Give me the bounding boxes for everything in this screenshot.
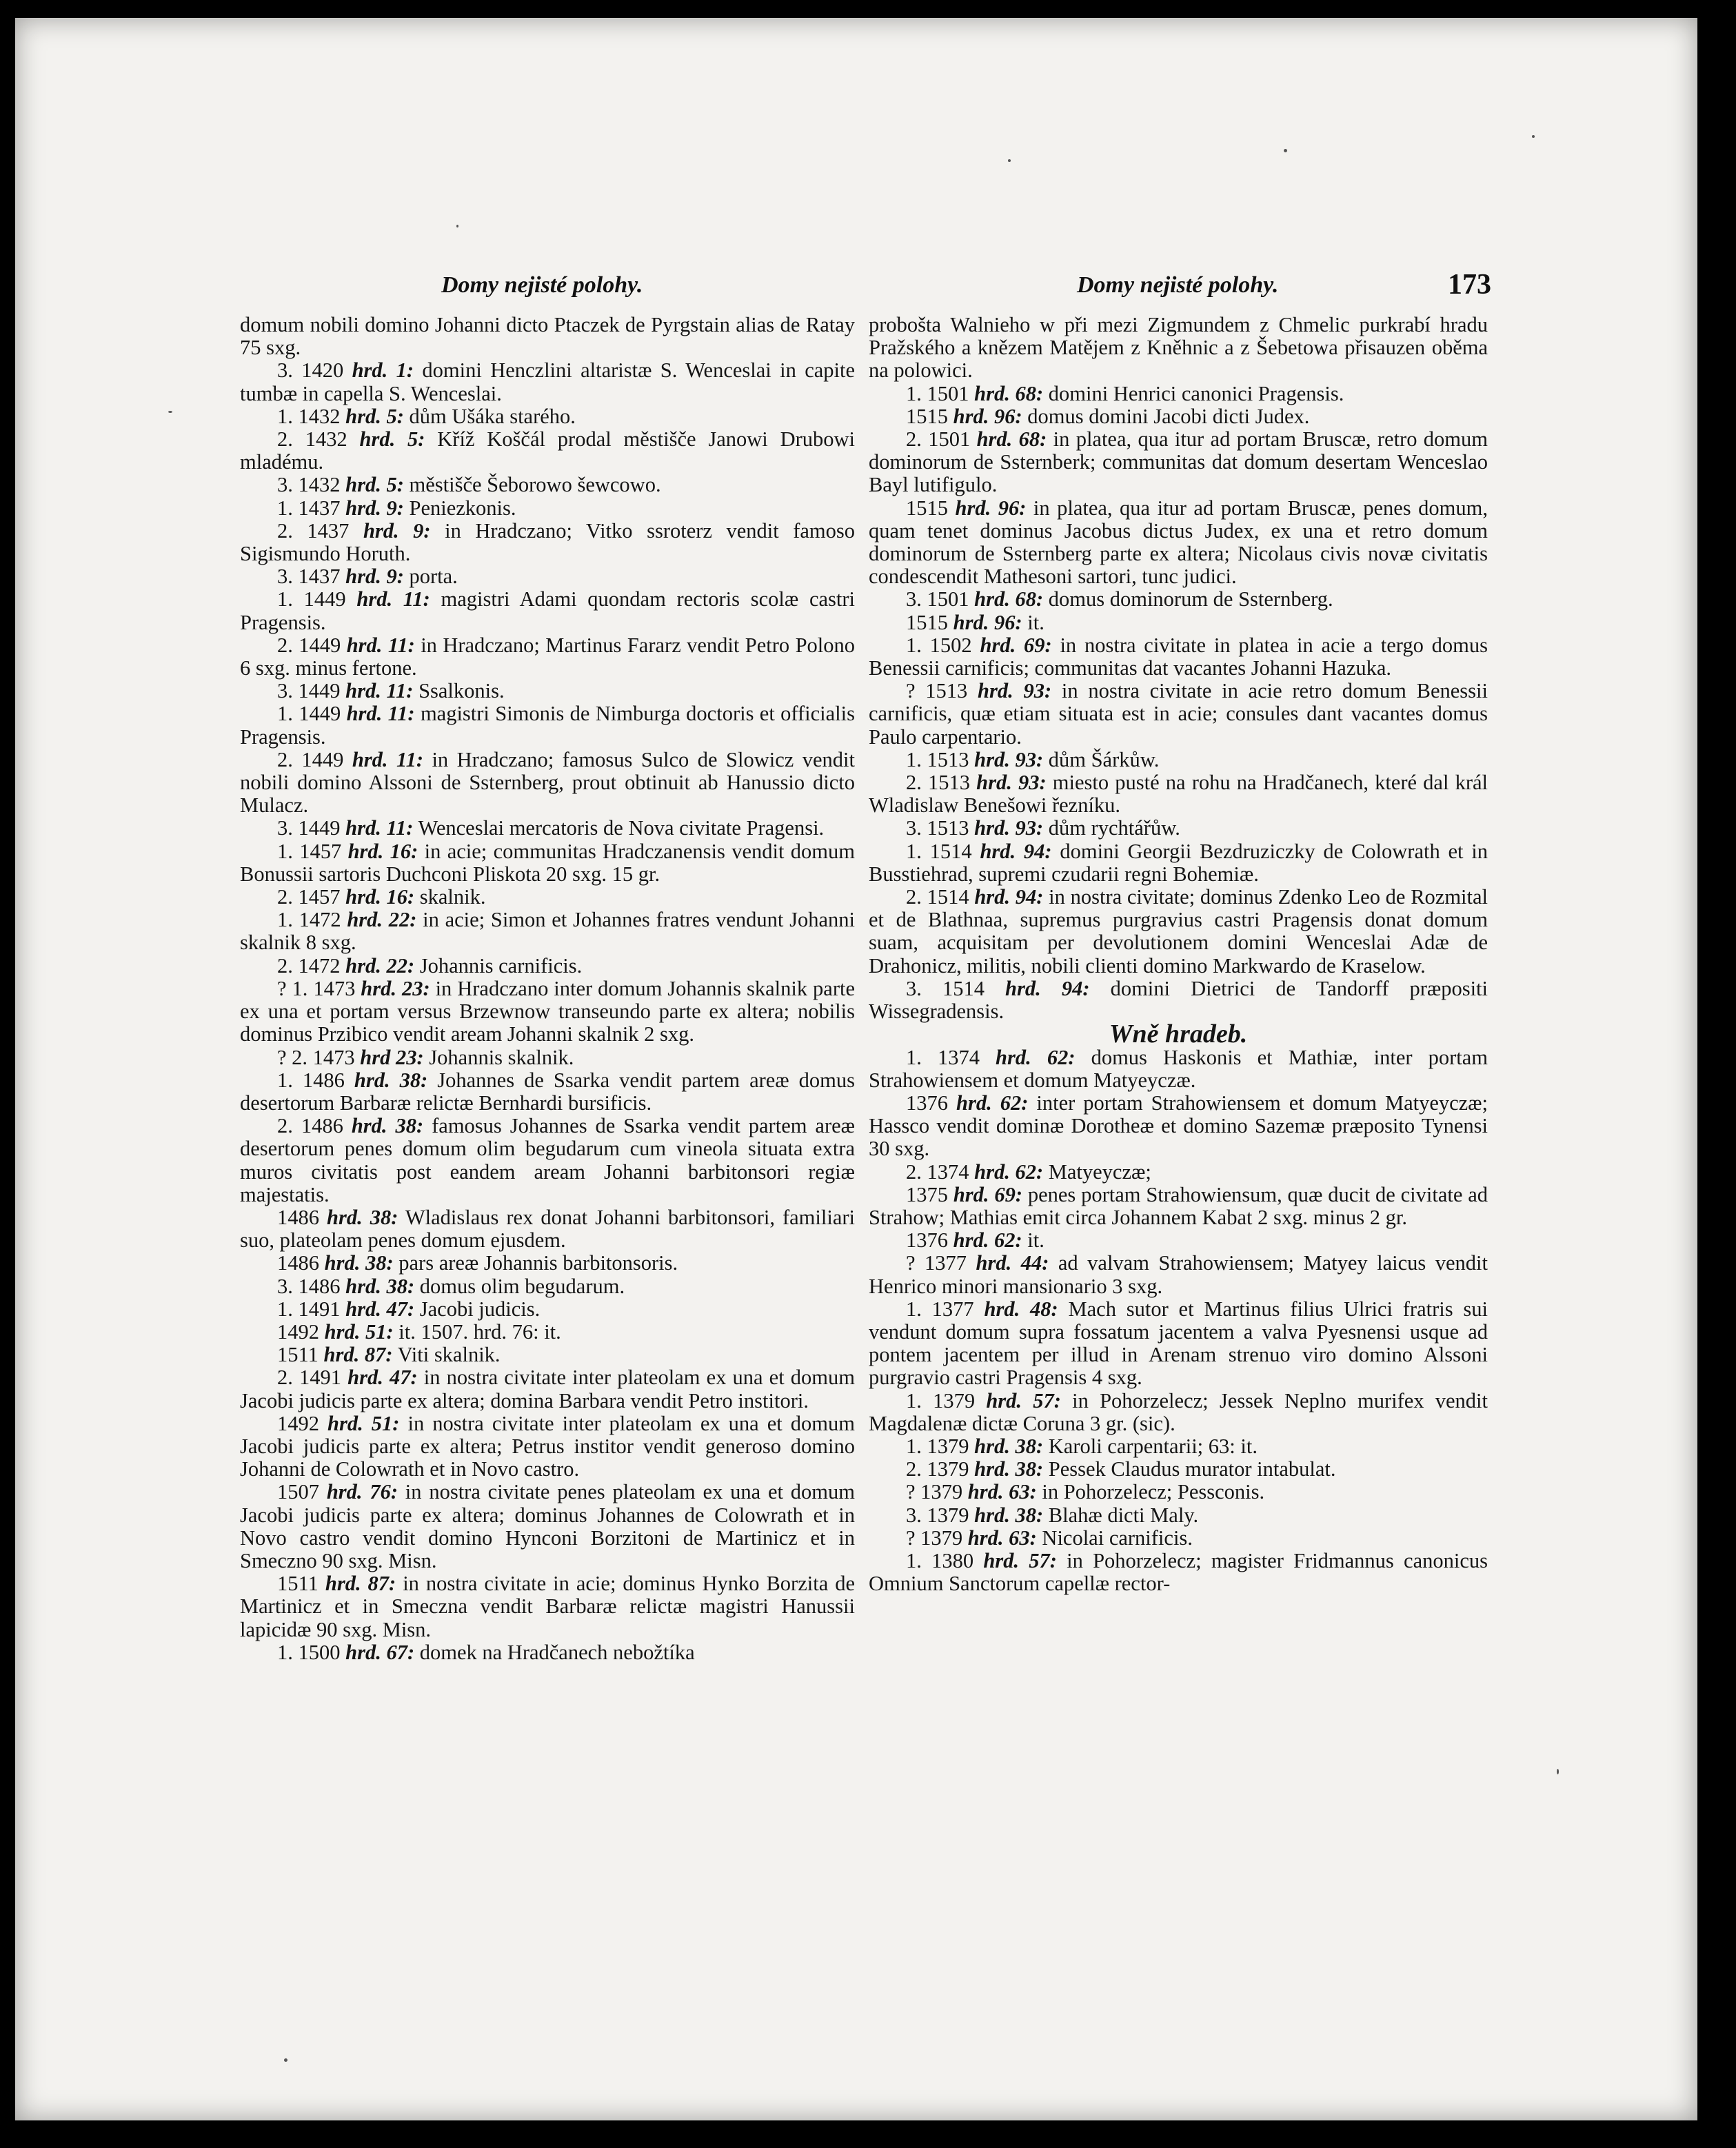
entry-paragraph	[869, 771, 1488, 817]
entry-number: 3. 1379	[906, 1503, 975, 1527]
entry-reference: hrd. 51:	[324, 1319, 394, 1344]
entry-reference: hrd. 5:	[345, 404, 404, 428]
entry-number: ? 1379	[906, 1526, 968, 1550]
entry-paragraph	[240, 749, 855, 818]
entry-paragraph	[240, 1252, 855, 1275]
entry-number: 1. 1513	[906, 747, 975, 771]
entry-paragraph	[869, 1046, 1488, 1092]
entry-reference: hrd. 87:	[323, 1343, 393, 1367]
entry-paragraph	[869, 1550, 1488, 1595]
entry-reference: hrd. 38:	[345, 1274, 415, 1298]
entry-text: magistri Simonis de Nimburga doctoris et officialis Pragensis.	[240, 702, 855, 749]
entry-text: Viti skalnik.	[392, 1343, 501, 1367]
entry-text: miesto pusté na rohu na Hradčanech, které dal král Wladislaw Benešowi řezníku.	[869, 771, 1488, 818]
entry-number: 2. 1491	[277, 1366, 348, 1390]
entry-number: 1. 1500	[277, 1640, 346, 1664]
entry-paragraph	[240, 588, 855, 634]
entry-reference: hrd. 62:	[953, 1228, 1022, 1253]
entry-number: 1. 1502	[906, 633, 980, 657]
entry-text: dům Šárkůw.	[1043, 747, 1160, 771]
entry-reference: hrd. 63:	[967, 1480, 1037, 1504]
scan-speck	[284, 2058, 287, 2062]
entry-number: 1. 1457	[277, 839, 348, 863]
entry-number: 2. 1432	[277, 427, 360, 452]
entry-number: 2. 1379	[906, 1457, 975, 1481]
entry-paragraph	[869, 1504, 1488, 1527]
entry-reference: hrd. 9:	[345, 496, 404, 520]
entry-number: 1. 1380	[906, 1548, 984, 1572]
scan-speck	[168, 411, 172, 413]
entry-reference: hrd. 51:	[327, 1411, 400, 1435]
scan-speck	[1008, 159, 1011, 162]
entry-number: 2. 1486	[277, 1114, 352, 1138]
entry-number: 3. 1513	[906, 816, 975, 840]
entry-reference: hrd. 38:	[974, 1434, 1044, 1458]
entry-text: in nostra civitate in acie; dominus Hynko Borzita de Martinicz et in Smeczna vendit Barbaræ relictæ magistri Hanussii lapicidæ 90 sxg. Misn.	[240, 1572, 855, 1641]
entry-paragraph	[869, 1252, 1488, 1297]
entry-paragraph	[869, 1298, 1488, 1390]
entry-reference: hrd. 57:	[983, 1548, 1057, 1572]
scan-speck	[1557, 1769, 1559, 1774]
entry-number: 1. 1379	[906, 1388, 987, 1412]
entry-paragraph	[869, 1161, 1488, 1184]
entry-reference: hrd. 1:	[352, 358, 414, 383]
entry-reference: hrd. 62:	[956, 1091, 1029, 1115]
entry-number: 2. 1514	[906, 885, 975, 909]
entry-reference: hrd. 47:	[347, 1366, 418, 1390]
entry-number: 3. 1486	[277, 1274, 346, 1298]
entry-number: 2. 1437	[277, 518, 363, 543]
entry-reference: hrd. 87:	[325, 1572, 396, 1596]
entry-number: 3. 1514	[906, 976, 1006, 1000]
entry-text: it.	[1022, 1228, 1044, 1253]
entry-paragraph	[240, 1298, 855, 1321]
entry-number: 1486	[277, 1205, 327, 1229]
entry-paragraph	[869, 817, 1488, 840]
entry-reference: hrd. 69:	[953, 1182, 1023, 1206]
entry-text: domus dominorum de Ssternberg.	[1043, 587, 1333, 611]
entry-text: in platea, qua itur ad portam Bruscæ, penes domum, quam tenet dominus Jacobus dictus Judex, ex una et retro domum dominorum de Ssternberg parte ex altera; Nicolaus civis novæ civitatis condescendit Mathesoni sartori, tunc judici.	[869, 496, 1488, 589]
entry-reference: hrd. 94:	[980, 839, 1052, 863]
entry-number: 1492	[277, 1411, 328, 1435]
entry-reference: hrd. 5:	[359, 427, 425, 452]
entry-paragraph	[240, 1366, 855, 1412]
entry-number: ? 1513	[906, 679, 978, 703]
entry-text: in Pohorzelecz; magister Fridmannus canonicus Omnium Sanctorum capellæ rector-	[869, 1548, 1488, 1596]
entry-reference: hrd. 68:	[974, 381, 1044, 405]
entry-reference: hrd. 5:	[345, 473, 404, 497]
entry-number: ? 1379	[906, 1480, 968, 1504]
entry-paragraph	[869, 840, 1488, 886]
entry-reference: hrd. 94:	[974, 885, 1044, 909]
entry-reference: hrd. 9:	[363, 518, 431, 543]
entry-paragraph	[240, 405, 855, 428]
entry-reference: hrd. 57:	[986, 1388, 1061, 1412]
entry-number: 3. 1420	[277, 358, 352, 383]
entry-number: 2. 1457	[277, 885, 346, 909]
entry-reference: hrd. 11:	[356, 587, 430, 611]
entry-paragraph	[240, 1481, 855, 1572]
entry-text: in acie; communitas Hradczanensis vendit domum Bonussii sartoris Duchconi Pliskota 20 sxg. 15 gr.	[240, 839, 856, 886]
entry-reference: hrd. 9:	[345, 565, 404, 589]
entry-text: pars areæ Johannis barbitonsoris.	[393, 1251, 678, 1275]
entry-text: Wladislaus rex donat Johanni barbitonsori, familiari suo, plateolam penes domum ejusdem.	[240, 1205, 855, 1253]
entry-paragraph	[869, 1092, 1488, 1161]
entry-number: ? 1. 1473	[277, 976, 361, 1000]
entry-paragraph	[869, 977, 1488, 1023]
entry-paragraph	[240, 680, 855, 702]
entry-paragraph	[240, 1275, 855, 1298]
entry-number: 1. 1501	[906, 381, 975, 405]
entry-reference: hrd. 38:	[351, 1114, 424, 1138]
entry-reference: hrd. 16:	[347, 839, 418, 863]
entry-text: magistri Adami quondam rectoris scolæ castri Pragensis.	[240, 587, 855, 634]
entry-number: 1515	[906, 496, 956, 520]
entry-number: 1376	[906, 1228, 953, 1253]
entry-paragraph	[869, 1184, 1488, 1229]
entry-reference: hrd. 11:	[352, 747, 423, 771]
entry-text: in Hradczano; Martinus Fararz vendit Petro Polono 6 sxg. minus fertone.	[240, 633, 856, 680]
entry-text: dům rychtářůw.	[1043, 816, 1180, 840]
entry-paragraph	[240, 909, 855, 954]
entry-number: 2. 1513	[906, 771, 977, 795]
entry-number: 1. 1374	[906, 1045, 996, 1069]
entry-reference: hrd. 38:	[974, 1457, 1044, 1481]
entry-text: Ssalkonis.	[413, 679, 505, 703]
entry-reference: hrd. 22:	[347, 908, 417, 932]
entry-number: 1. 1379	[906, 1434, 975, 1458]
entry-paragraph	[240, 955, 855, 977]
entry-number: 3. 1449	[277, 679, 346, 703]
entry-number: 3. 1501	[906, 587, 975, 611]
entry-reference: hrd. 68:	[976, 427, 1047, 452]
entry-paragraph	[240, 428, 855, 474]
entry-paragraph	[869, 1458, 1488, 1481]
entry-paragraph	[240, 1572, 855, 1641]
entry-reference: hrd. 96:	[953, 404, 1022, 428]
entry-text: Kříž Koščál prodal městišče Janowi Drubowi mladému.	[240, 427, 856, 474]
entry-text: in Hradczano inter domum Johannis skalnik parte ex una et portam versus Brzewnow transeundo parte ex altera; nobilis dominus Przibico vendit aream Johanni skalnik 2 sxg.	[240, 976, 855, 1046]
entry-paragraph	[869, 886, 1488, 977]
entry-text: dům Ušáka starého.	[403, 404, 576, 428]
entry-paragraph	[240, 634, 855, 680]
entry-paragraph	[869, 1229, 1488, 1252]
entry-paragraph	[240, 817, 855, 840]
entry-number: 1511	[277, 1572, 325, 1596]
entry-paragraph	[869, 1481, 1488, 1503]
entry-reference: hrd. 16:	[345, 885, 415, 909]
entry-number: 1375	[906, 1182, 953, 1206]
entry-reference: hrd. 93:	[974, 816, 1044, 840]
entry-paragraph	[240, 497, 855, 520]
entry-reference: hrd. 11:	[345, 816, 414, 840]
entry-text: Blahæ dicti Maly.	[1043, 1503, 1199, 1527]
entry-reference: hrd. 69:	[980, 633, 1052, 657]
scan-speck	[1284, 149, 1287, 152]
entry-reference: hrd. 67:	[345, 1640, 415, 1664]
entry-number: 2. 1374	[906, 1159, 975, 1184]
entry-reference: hrd. 93:	[978, 679, 1052, 703]
entry-paragraph	[240, 359, 855, 405]
entry-number: 1376	[906, 1091, 957, 1115]
entry-paragraph	[240, 1206, 855, 1252]
entry-paragraph	[869, 497, 1488, 589]
entry-reference: hrd. 44:	[976, 1251, 1049, 1275]
entry-paragraph	[869, 1435, 1488, 1458]
entry-paragraph	[869, 1390, 1488, 1435]
entry-number: 3. 1449	[277, 816, 346, 840]
entry-text: in nostra civitate in acie retro domum Benessii carnificis, quæ etiam situata est in acie; consules dant vacantes domus Paulo carpentario.	[869, 679, 1488, 749]
entry-reference: hrd. 38:	[324, 1251, 394, 1275]
entry-text: Nicolai carnificis.	[1036, 1526, 1193, 1550]
entry-number: 1. 1472	[277, 908, 347, 932]
entry-text: Mach sutor et Martinus filius Ulrici fratris sui vendunt domum supra fossatum jacentem a valva Pyesnensi usque ad pontem jacentem per illud in Arenam strenuo viro domino Alssoni purgravio castri Pragensis 4 sxg.	[869, 1297, 1488, 1390]
entry-text: in nostra civitate inter plateolam ex una et domum Jacobi judicis parte ex altera; Petrus institor vendit generoso domino Johanni de Colowrath et in Novo castro.	[240, 1411, 856, 1481]
entry-text: in nostra civitate inter plateolam ex una et domum Jacobi judicis parte ex altera; domina Barbara vendit Petro institori.	[240, 1366, 856, 1412]
entry-paragraph	[240, 1069, 855, 1115]
entry-reference: hrd. 76:	[326, 1480, 398, 1504]
entry-text: Peniezkonis.	[403, 496, 516, 520]
entry-number: 1. 1432	[277, 404, 346, 428]
entry-paragraph	[869, 314, 1488, 383]
entry-paragraph	[240, 1115, 855, 1206]
entry-text: famosus Johannes de Ssarka vendit partem areæ desertorum penes domum olim begudarum cum vineola situata extra muros civitatis post eandem aream Johanni barbitonsori regiæ majestatis.	[240, 1114, 855, 1206]
entry-text: Johannes de Ssarka vendit partem areæ domus desertorum Barbaræ relictæ Bernhardi bursificis.	[240, 1068, 855, 1115]
entry-reference: hrd. 11:	[346, 702, 415, 726]
entry-number: 2. 1472	[277, 953, 346, 977]
entry-reference: hrd. 47:	[345, 1297, 415, 1321]
entry-reference: hrd. 93:	[976, 771, 1047, 795]
entry-text: domini Dietrici de Tandorff præpositi Wissegradensis.	[869, 976, 1488, 1024]
entry-text: skalnik.	[414, 885, 486, 909]
entry-text: in Hradczano; Vitko ssroterz vendit famoso Sigismundo Horuth.	[240, 518, 856, 566]
entry-paragraph	[240, 520, 855, 565]
entry-paragraph	[240, 1046, 855, 1069]
section-title: Wně hradeb.	[1109, 1020, 1248, 1049]
entry-reference: hrd. 22:	[345, 953, 415, 977]
entry-paragraph	[240, 1344, 855, 1366]
entry-reference: hrd. 38:	[974, 1503, 1044, 1527]
entry-paragraph	[869, 1527, 1488, 1550]
entry-text: Pessek Claudus murator intabulat.	[1043, 1457, 1336, 1481]
entry-reference: hrd. 11:	[345, 679, 414, 703]
entry-paragraph	[240, 565, 855, 588]
entry-number: 2. 1449	[277, 633, 347, 657]
entry-text: Matyeyczæ;	[1043, 1159, 1151, 1184]
entry-text: probošta Walnieho w při mezi Zigmundem z Chmelic purkrabí hradu Pražského a knězem Matějem z Kněhnic a z Šebetowa přisauzen oběma na polowici.	[869, 313, 1488, 383]
entry-reference: hrd. 48:	[984, 1297, 1058, 1321]
entry-number: 1511	[277, 1343, 324, 1367]
entry-text: in nostra civitate penes plateolam ex una et domum Jacobi judicis parte ex altera; dominus Johannes de Colowrath et in Novo castro vendit domino Hynconi Borzitoni de Martinicz et in Smeczno 90 sxg. Misn.	[240, 1480, 855, 1572]
entry-text: in nostra civitate; dominus Zdenko Leo de Rozmital et de Blathnaa, supremus purgravius castri Pragensis donat domum suam, acquisitam per devolutionem domini Wenceslai Adæ de Drahonicz, militis, nobili clienti domino Markwardo de Kraselow.	[869, 885, 1488, 977]
entry-text: porta.	[403, 565, 458, 589]
entry-text: městišče Šeborowo šewcowo.	[403, 473, 661, 497]
entry-reference: hrd. 62:	[974, 1159, 1044, 1184]
entry-reference: hrd. 38:	[327, 1205, 398, 1229]
entry-paragraph	[869, 383, 1488, 405]
entry-text: domini Georgii Bezdruziczky de Colowrath et in Busstiehrad, supremi czudarii regni Bohemiæ.	[869, 839, 1488, 886]
entry-reference: hrd. 96:	[955, 496, 1027, 520]
entry-number: 1. 1437	[277, 496, 346, 520]
entry-paragraph	[240, 840, 855, 886]
entry-number: 3. 1432	[277, 473, 346, 497]
entry-paragraph	[869, 405, 1488, 428]
entry-text: Johannis skalnik.	[423, 1045, 574, 1069]
entry-text: Jacobi judicis.	[414, 1297, 541, 1321]
left-column	[240, 314, 855, 1664]
entry-reference: hrd. 11:	[346, 633, 415, 657]
entry-paragraph	[240, 314, 855, 359]
entry-text: Karoli carpentarii; 63: it.	[1043, 1434, 1258, 1458]
entry-number: 1515	[906, 404, 953, 428]
entry-paragraph	[869, 680, 1488, 749]
entry-number: 1. 1486	[277, 1068, 354, 1092]
entry-text: inter portam Strahowiensem et domum Matyeyczæ; Hassco vendit dominæ Dorotheæ et domino Sazemæ præposito Tynensi 30 sxg.	[869, 1091, 1488, 1161]
entry-paragraph	[240, 886, 855, 909]
entry-reference: hrd. 68:	[974, 587, 1044, 611]
entry-number: 1507	[277, 1480, 327, 1504]
entry-paragraph	[869, 588, 1488, 611]
entry-number: 2. 1501	[906, 427, 977, 452]
entry-text: domum nobili domino Johanni dicto Ptaczek de Pyrgstain alias de Ratay 75 sxg.	[240, 313, 855, 360]
entry-paragraph	[240, 1412, 855, 1481]
entry-text: domus domini Jacobi dicti Judex.	[1022, 404, 1310, 428]
entry-text: in Hradczano; famosus Sulco de Slowicz vendit nobili domino Alssoni de Ssternberg, prout obtinuit ab Hanussio dicto Mulacz.	[240, 747, 855, 818]
entry-number: 1. 1491	[277, 1297, 346, 1321]
entry-number: 1. 1514	[906, 839, 980, 863]
entry-reference: hrd. 23:	[361, 976, 430, 1000]
entry-paragraph	[869, 428, 1488, 497]
entry-text: penes portam Strahowiensum, quæ ducit de civitate ad Strahow; Mathias emit circa Johannem Kabat 2 sxg. minus 2 gr.	[869, 1182, 1488, 1229]
entry-text: in acie; Simon et Johannes fratres vendunt Johanni skalnik 8 sxg.	[240, 908, 855, 955]
entry-text: Wenceslai mercatoris de Nova civitate Pragensi.	[413, 816, 825, 840]
running-head-right: Domy nejisté polohy.	[1077, 272, 1279, 298]
entry-text: domini Henrici canonici Pragensis.	[1043, 381, 1344, 405]
entry-text: Johannis carnificis.	[414, 953, 583, 977]
entry-text: in Pohorzelecz; Pessconis.	[1036, 1480, 1265, 1504]
entry-number: ? 2. 1473	[277, 1045, 361, 1069]
page-number: 173	[1448, 269, 1491, 301]
entry-paragraph	[240, 1321, 855, 1344]
entry-reference: hrd 23:	[360, 1045, 424, 1069]
entry-reference: hrd. 93:	[974, 747, 1044, 771]
entry-text: in platea, qua itur ad portam Bruscæ, retro domum dominorum de Ssternberk; communitas dat domum desertam Wenceslao Bayl lutifigulo.	[869, 427, 1488, 497]
page-header	[250, 256, 1511, 301]
entry-reference: hrd. 94:	[1005, 976, 1090, 1000]
entry-text: domini Henczlini altaristæ S. Wenceslai in capite tumbæ in capella S. Wenceslai.	[240, 358, 855, 405]
entry-text: domek na Hradčanech nebožtíka	[414, 1640, 695, 1664]
entry-paragraph	[869, 749, 1488, 771]
entry-number: 1492	[277, 1319, 325, 1344]
entry-number: 1. 1449	[277, 702, 347, 726]
entry-number: 1486	[277, 1251, 325, 1275]
scan-speck	[456, 225, 458, 227]
scan-speck	[1532, 135, 1535, 138]
entry-number: ? 1377	[906, 1251, 976, 1275]
right-column	[869, 314, 1488, 1595]
entry-number: 3. 1437	[277, 565, 346, 589]
entry-reference: hrd. 62:	[996, 1045, 1076, 1069]
entry-paragraph	[869, 611, 1488, 634]
entry-paragraph	[240, 702, 855, 748]
entry-text: in nostra civitate in platea in acie a tergo domus Benessii carnificis; communitas dat vacantes Johanni Hazuka.	[869, 633, 1488, 680]
entry-reference: hrd. 96:	[953, 610, 1022, 634]
entry-number: 1. 1377	[906, 1297, 985, 1321]
entry-paragraph	[240, 977, 855, 1046]
entry-text: it. 1507. hrd. 76: it.	[393, 1319, 561, 1344]
entry-text: domus Haskonis et Mathiæ, inter portam Strahowiensem et domum Matyeyczæ.	[869, 1045, 1488, 1092]
entry-text: domus olim begudarum.	[414, 1274, 625, 1298]
entry-number: 1. 1449	[277, 587, 357, 611]
entry-text: it.	[1022, 610, 1044, 634]
entry-paragraph	[240, 1641, 855, 1664]
entry-paragraph	[869, 634, 1488, 680]
entry-reference: hrd. 63:	[967, 1526, 1037, 1550]
entry-number: 1515	[906, 610, 953, 634]
entry-number: 2. 1449	[277, 747, 352, 771]
entry-reference: hrd. 38:	[354, 1068, 428, 1092]
entry-paragraph	[240, 474, 855, 496]
entry-text: ad valvam Strahowiensem; Matyey laicus vendit Henrico minori mansionario 3 sxg.	[869, 1251, 1488, 1298]
entry-text: in Pohorzelecz; Jessek Neplno murifex vendit Magdalenæ dictæ Coruna 3 gr. (sic).	[869, 1388, 1488, 1435]
running-head-left: Domy nejisté polohy.	[441, 272, 643, 298]
